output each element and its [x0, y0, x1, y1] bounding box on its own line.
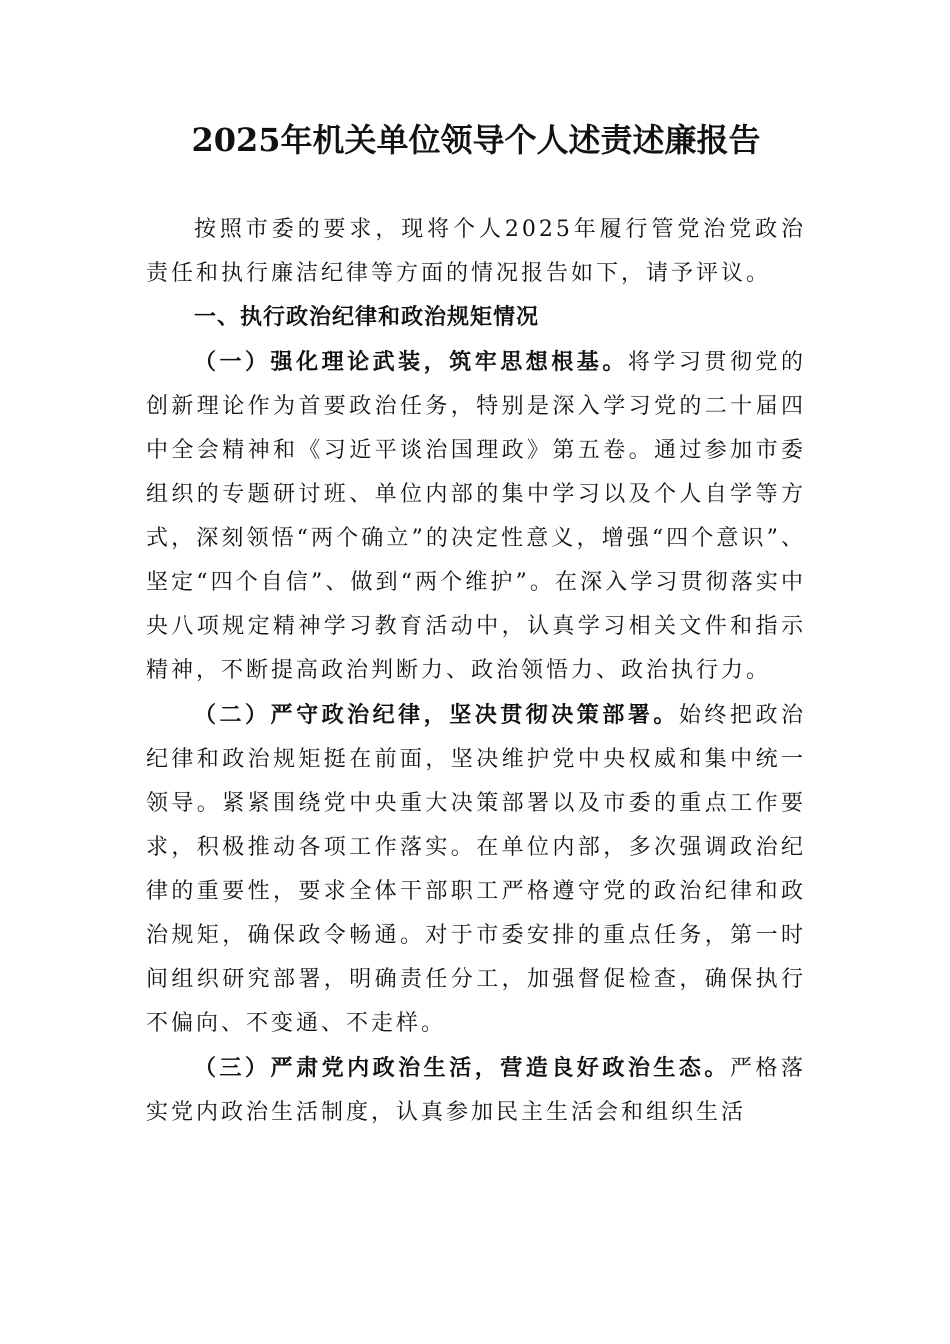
paragraph-3 — [146, 1046, 806, 1135]
paragraph-1 — [146, 340, 806, 693]
paragraph-2-lead: （二）严守政治纪律，坚决贯彻决策部署。 — [194, 702, 679, 728]
paragraph-2-body: 始终把政治纪律和政治规矩挺在前面，坚决维护党中央权威和集中统一领导。紧紧围绕党中央重大决策部署以及市委的重点工作要求，积极推动各项工作落实。在单位内部，多次强调政治纪律的重要性，要求全体干部职工严格遵守党的政治纪律和政治规矩，确保政令畅通。对于市委安排的重点任务，第一时间组织研究部署，明确责任分工，加强督促检查，确保执行不偏向、不变通、不走样。 — [146, 703, 806, 1036]
paragraph-3-body: 严格落实党内政治生活制度，认真参加民主生活会和组织生活 — [146, 1056, 806, 1125]
paragraph-1-body: 将学习贯彻党的创新理论作为首要政治任务，特别是深入学习党的二十届四中全会精神和《习近平谈治国理政》第五卷。通过参加市委组织的专题研讨班、单位内部的集中学习以及个人自学等方式，深刻领悟“两个确立”的决定性意义，增强“四个意识”、坚定“四个自信”、做到“两个维护”。在深入学习贯彻落实中央八项规定精神学习教育活动中，认真学习相关文件和指示精神，不断提高政治判断力、政治领悟力、政治执行力。 — [146, 350, 806, 683]
intro-paragraph: 按照市委的要求，现将个人2025年履行管党治党政治责任和执行廉洁纪律等方面的情况报告如下，请予评议。 — [146, 217, 806, 286]
document-title: 2025年机关单位领导个人述责述廉报告 — [191, 121, 761, 159]
paragraph-3-lead: （三）严肃党内政治生活，营造良好政治生态。 — [194, 1055, 730, 1081]
paragraph-2 — [146, 693, 806, 1046]
section-heading: 一、执行政治纪律和政治规矩情况 — [194, 305, 540, 330]
document-page — [146, 0, 806, 1135]
paragraph-1-lead: （一）强化理论武装，筑牢思想根基。 — [194, 349, 628, 375]
